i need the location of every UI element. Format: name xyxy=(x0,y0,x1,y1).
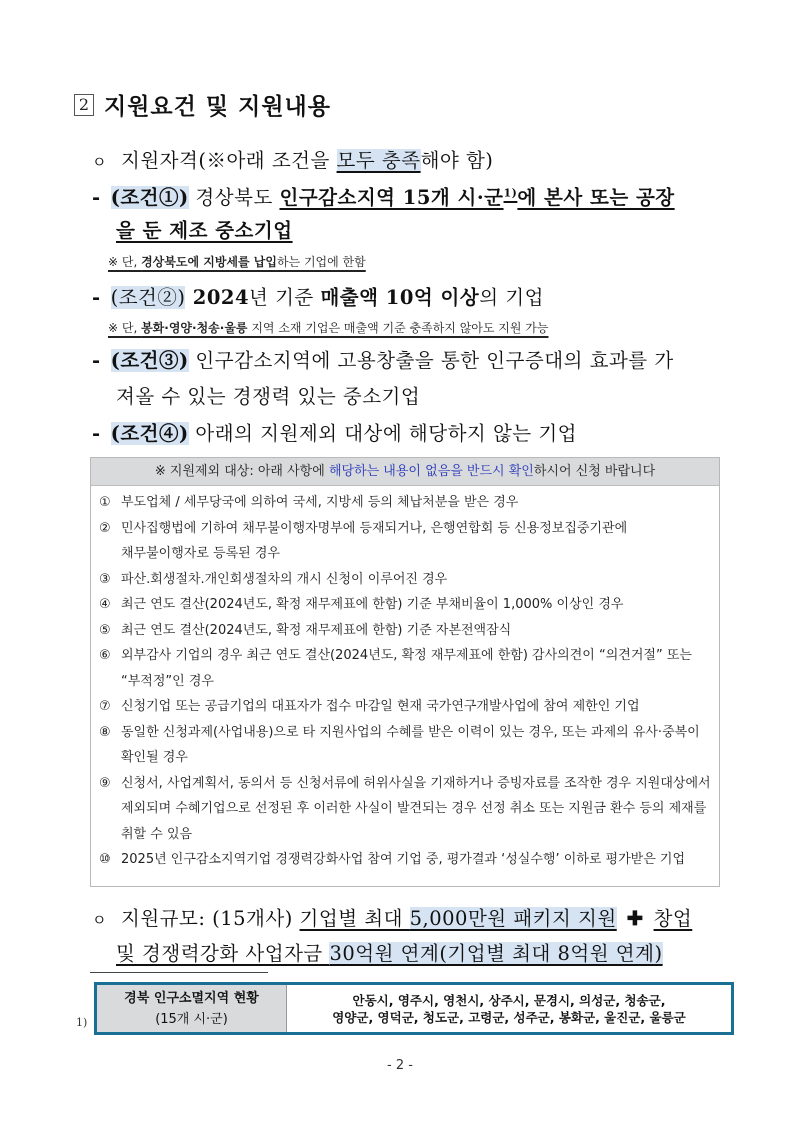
condition-1-note xyxy=(108,253,366,270)
condition-4-line1 xyxy=(92,418,577,446)
item-number: ③ xyxy=(99,571,111,587)
item-text: 파산.회생절차.개인회생절차의 개시 신청이 이루어진 경우 xyxy=(121,571,448,587)
footnote-table xyxy=(94,982,734,1035)
condition-1-text: 경상북도 xyxy=(188,186,280,209)
note-suffix: 하는 기업에 한함 xyxy=(276,255,366,269)
support-scale-part2-line2: 및 경쟁력강화 사업자금 xyxy=(116,942,330,965)
region-list-line2: 영양군, 영덕군, 청도군, 고령군, 성주군, 봉화군, 울진군, 울릉군 xyxy=(332,1009,686,1025)
region-list-line1: 안동시, 영주시, 영천시, 상주시, 문경시, 의성군, 청송군, xyxy=(352,992,666,1008)
section-title xyxy=(74,88,331,121)
item-number: ⑩ xyxy=(99,852,111,867)
exclusion-header xyxy=(91,458,719,486)
item-text: 외부감사 기업의 경우 최근 연도 결산(2024년도, 확정 재무제표에 한함) 감사의견이 “의견거절” 또는 “부적정”인 경우 xyxy=(121,648,692,689)
exclusion-item xyxy=(99,618,711,644)
support-scale-line2 xyxy=(116,938,663,966)
footnote-mark: 1) xyxy=(76,1016,88,1029)
page-number: - 2 - xyxy=(387,1058,413,1073)
item-number: ⑨ xyxy=(99,775,111,791)
dash: - xyxy=(92,422,101,445)
item-number: ② xyxy=(99,520,111,536)
item-text: 신청서, 사업계획서, 동의서 등 신청서류에 허위사실을 기재하거나 증빙자료를 조작한 경우 지원대상에서 제외되며 수혜기업으로 선정된 후 이러한 사실이 발견되는 경우 선정 취소 또는 지원금 환수 등의 제재를 취할 수 있음 xyxy=(121,775,711,842)
footnote-table-value xyxy=(287,985,731,1032)
item-number: ⑦ xyxy=(99,699,111,714)
note-prefix: ※ 단, xyxy=(108,321,142,335)
note-bold: 경상북도에 지방세를 납입 xyxy=(141,255,277,269)
dash: - xyxy=(92,349,101,372)
item-number: ① xyxy=(99,495,111,510)
condition-2-text-b: 의 기업 xyxy=(479,286,544,309)
item-text: 민사집행법에 기하여 채무불이행자명부에 등재되거나, 은행연합회 등 신용정보집중기관에 채무불이행자로 등록된 경우 xyxy=(121,520,628,561)
condition-2-note xyxy=(108,319,548,336)
item-number: ⑤ xyxy=(99,622,111,638)
condition-2-tag: (조건②) xyxy=(110,286,186,309)
section-heading: 지원요건 및 지원내용 xyxy=(104,94,331,120)
exclusion-header-prefix: ※ 지원제외 대상: 아래 사항에 xyxy=(154,464,329,479)
exclusion-box xyxy=(90,457,720,887)
item-number: ⑥ xyxy=(99,648,111,663)
footnote-table-header xyxy=(97,985,287,1032)
footnote-header-line1: 경북 인구소멸지역 현황 xyxy=(124,990,259,1006)
item-text: 동일한 신청과제(사업내용)으로 타 지원사업의 수혜를 받은 이력이 있는 경우, 또는 과제의 유사·중복이 확인될 경우 xyxy=(121,724,700,765)
footnote-divider xyxy=(90,972,268,973)
exclusion-item xyxy=(99,567,711,593)
condition-3-line1 xyxy=(92,345,674,373)
bullet-icon: ㅇ xyxy=(92,153,107,171)
exclusion-item xyxy=(99,592,711,618)
support-scale-label: 지원규모: (15개사) xyxy=(121,907,300,930)
condition-3-line2: 져올 수 있는 경쟁력 있는 중소기업 xyxy=(116,385,421,408)
condition-2-text-a: 년 기준 xyxy=(249,286,321,309)
condition-4-text: 아래의 지원제외 대상에 해당하지 않는 기업 xyxy=(188,422,577,445)
exclusion-item xyxy=(99,643,711,694)
plus-icon: ✚ xyxy=(626,907,644,930)
dash: - xyxy=(92,186,101,209)
dash: - xyxy=(92,286,101,309)
condition-4-tag: (조건④) xyxy=(110,422,189,445)
condition-1-line2: 을 둔 제조 중소기업 xyxy=(116,219,293,242)
exclusion-item xyxy=(99,771,711,848)
eligibility-emphasis: 모두 충족 xyxy=(336,149,421,172)
condition-1-emphasis: 인구감소지역 15개 시·군 xyxy=(279,186,504,209)
note-suffix: 지역 소재 기업은 매출액 기준 충족하지 않아도 지원 가능 xyxy=(247,321,549,335)
condition-3-text: 인구감소지역에 고용창출을 통한 인구증대의 효과를 가 xyxy=(188,349,674,372)
note-prefix: ※ 단, xyxy=(108,255,142,269)
item-text: 최근 연도 결산(2024년도, 확정 재무제표에 한함) 기준 자본전액잠식 xyxy=(121,622,512,638)
item-number: ④ xyxy=(99,597,111,612)
support-scale-part2: 창업 xyxy=(653,907,693,930)
support-scale-part1-highlight: 5,000만원 패키지 지원 xyxy=(409,907,617,930)
section-number-box: 2 xyxy=(74,94,94,116)
exclusion-list xyxy=(91,486,719,873)
condition-1-tag: (조건①) xyxy=(110,186,189,209)
support-scale-part2-highlight: 30억원 연계(기업별 최대 8억원 연계) xyxy=(329,942,663,965)
support-scale-part1: 기업별 최대 xyxy=(299,907,410,930)
condition-2-bold: 매출액 10억 이상 xyxy=(320,286,480,309)
item-text: 부도업체 / 세무당국에 의하여 국세, 지방세 등의 체납처분을 받은 경우 xyxy=(121,495,519,510)
condition-3-tag: (조건③) xyxy=(110,349,189,372)
exclusion-item xyxy=(99,694,711,720)
eligibility-heading xyxy=(92,145,493,173)
item-text: 최근 연도 결산(2024년도, 확정 재무제표에 한함) 기준 부채비율이 1,000% 이상인 경우 xyxy=(121,597,624,612)
eligibility-label: 지원자격(※아래 조건을 xyxy=(121,149,337,172)
support-scale-line1 xyxy=(92,903,692,931)
exclusion-item xyxy=(99,490,711,516)
item-number: ⑧ xyxy=(99,724,111,740)
exclusion-item xyxy=(99,847,711,873)
footnote-ref: 1) xyxy=(503,186,518,200)
eligibility-suffix: 해야 함) xyxy=(420,149,494,172)
item-text: 신청기업 또는 공급기업의 대표자가 접수 마감일 현재 국가연구개발사업에 참여 제한인 기업 xyxy=(121,699,640,714)
bullet-icon: ㅇ xyxy=(92,911,107,929)
exclusion-item xyxy=(99,720,711,771)
item-text: 2025년 인구감소지역기업 경쟁력강화사업 참여 기업 중, 평가결과 ‘성실수행’ 이하로 평가받은 기업 xyxy=(121,852,686,867)
condition-2-line1 xyxy=(92,282,544,310)
exclusion-header-emphasis: 해당하는 내용이 없음을 반드시 확인 xyxy=(328,464,534,479)
condition-1-emphasis-b: 에 본사 또는 공장 xyxy=(517,186,675,209)
exclusion-item xyxy=(99,516,711,567)
condition-2-year: 2024 xyxy=(185,286,250,309)
note-bold: 봉화·영양·청송·울릉 xyxy=(141,321,248,335)
exclusion-header-suffix: 하시어 신청 바랍니다 xyxy=(533,464,656,479)
footnote-header-line2: (15개 시·군) xyxy=(155,1011,228,1027)
condition-1-line1 xyxy=(92,182,675,210)
